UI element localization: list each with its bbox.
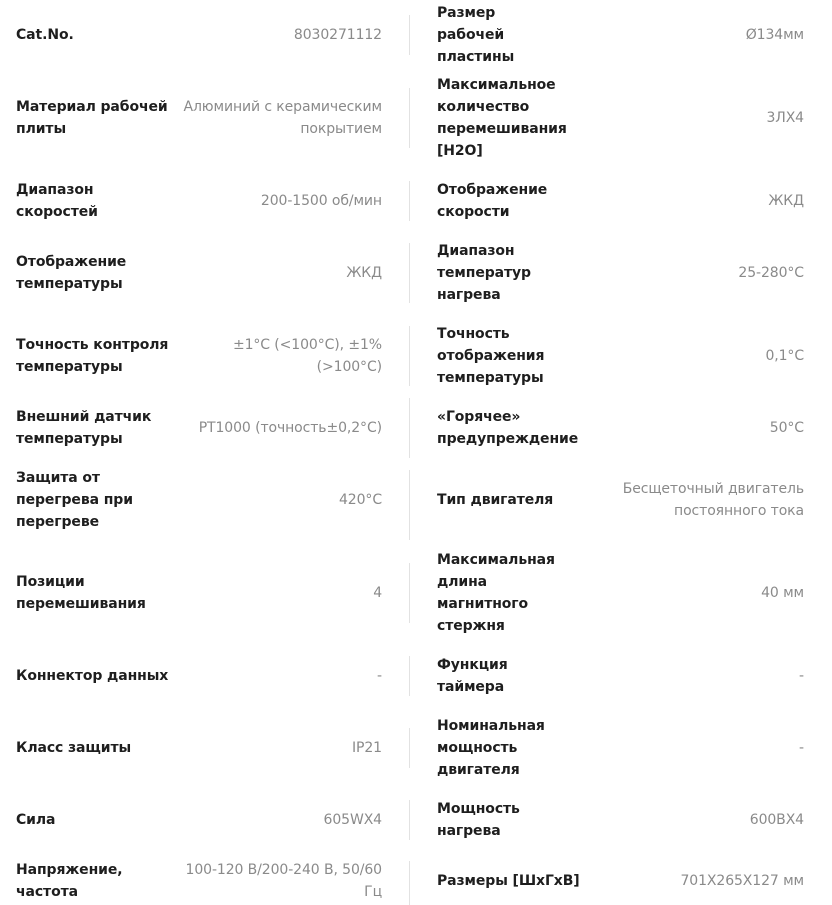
spec-row-timer-function: [437, 654, 804, 698]
column-divider: [409, 326, 410, 386]
spec-label: Функция таймера: [437, 657, 508, 695]
spec-label: Защита от перегрева при перегреве: [16, 470, 133, 530]
spec-label: Отображение скорости: [437, 182, 548, 220]
spec-value: ±1°C (<100°C), ±1% (>100°C): [232, 337, 382, 375]
spec-row-heating-temp-range: [437, 240, 804, 306]
spec-value: 0,1°C: [765, 348, 804, 364]
spec-label: Максимальное количество перемешивания [H2O]: [437, 77, 567, 159]
spec-value: 600ВX4: [749, 812, 804, 828]
spec-row-plate-size: [437, 5, 804, 65]
spec-label: Точность контроля температуры: [16, 337, 169, 375]
column-divider: [409, 15, 410, 55]
spec-row-max-stir-bar-length: [437, 549, 804, 637]
column-divider: [409, 398, 410, 458]
spec-value: 420°C: [339, 492, 382, 508]
spec-value: 25-280°C: [738, 265, 804, 281]
spec-row-data-connector: [16, 665, 382, 687]
spec-row-dimensions: [437, 870, 804, 892]
spec-label: Диапазон температур нагрева: [437, 243, 531, 303]
spec-value: 701X265X127 мм: [680, 873, 804, 889]
column-divider: [409, 800, 410, 840]
spec-row-voltage-frequency: [16, 859, 382, 903]
column-divider: [409, 88, 410, 148]
spec-row-protection-class: [16, 737, 382, 759]
spec-label: Тип двигателя: [437, 492, 554, 508]
spec-value: 8030271112: [293, 27, 382, 43]
spec-label: Материал рабочей плиты: [16, 99, 168, 137]
spec-value: 605WX4: [323, 812, 382, 828]
spec-row-temp-display-accuracy: [437, 323, 804, 389]
spec-label: Максимальная длина магнитного стержня: [437, 552, 555, 634]
spec-label: Внешний датчик температуры: [16, 409, 152, 447]
spec-label: Напряжение, частота: [16, 862, 123, 900]
spec-row-hot-warning: [437, 406, 804, 450]
spec-row-stirring-positions: [16, 571, 382, 615]
spec-label: Размер рабочей пластины: [437, 5, 515, 65]
column-divider: [409, 728, 410, 768]
spec-label: «Горячее» предупреждение: [437, 409, 579, 447]
spec-value: Бесщеточный двигатель постоянного тока: [622, 481, 804, 519]
spec-label: Точность отображения температуры: [437, 326, 545, 386]
spec-value: 50°C: [769, 420, 804, 436]
spec-value: -: [799, 740, 804, 756]
column-divider: [409, 563, 410, 623]
spec-row-plate-material: [16, 85, 382, 151]
spec-value: 100-120 В/200-240 В, 50/60 Гц: [185, 862, 382, 900]
spec-value: IP21: [352, 740, 382, 756]
column-divider: [409, 181, 410, 221]
spec-row-external-sensor: [16, 395, 382, 461]
spec-value: Ø134мм: [745, 27, 804, 43]
spec-value: 200-1500 об/мин: [260, 193, 382, 209]
spec-row-overheat-protection: [16, 467, 382, 533]
spec-value: 4: [373, 585, 382, 601]
spec-label: Позиции перемешивания: [16, 574, 146, 612]
spec-row-temp-display: [16, 240, 382, 306]
spec-row-speed-range: [16, 179, 382, 223]
spec-label: Класс защиты: [16, 740, 132, 756]
column-divider: [409, 656, 410, 696]
column-divider: [409, 243, 410, 303]
spec-value: ЖКД: [346, 265, 382, 281]
column-divider: [409, 861, 410, 905]
spec-label: Диапазон скоростей: [16, 182, 98, 220]
spec-label: Cat.No.: [16, 27, 74, 43]
spec-row-heating-power: [437, 798, 804, 842]
spec-row-power: [16, 809, 382, 831]
spec-value: Алюминий с керамическим покрытием: [183, 99, 382, 137]
spec-row-rated-motor-power: [437, 715, 804, 781]
spec-row-max-stirring-volume: [437, 74, 804, 162]
spec-label: Отображение температуры: [16, 254, 127, 292]
spec-value: 40 мм: [761, 585, 804, 601]
spec-label: Коннектор данных: [16, 668, 169, 684]
spec-row-speed-display: [437, 179, 804, 223]
spec-value: 3ЛX4: [766, 110, 804, 126]
spec-row-cat-no: [16, 13, 382, 57]
spec-label: Размеры [ШxГxВ]: [437, 873, 580, 889]
spec-label: Мощность нагрева: [437, 801, 520, 839]
spec-value: PT1000 (точность±0,2°C): [198, 420, 382, 436]
spec-value: ЖКД: [768, 193, 804, 209]
spec-row-motor-type: [437, 478, 804, 522]
column-divider: [409, 470, 410, 540]
spec-label: Сила: [16, 812, 56, 828]
spec-label: Номинальная мощность двигателя: [437, 718, 545, 778]
spec-value: -: [377, 668, 382, 684]
spec-value: -: [799, 668, 804, 684]
spec-row-temp-control-accuracy: [16, 323, 382, 389]
